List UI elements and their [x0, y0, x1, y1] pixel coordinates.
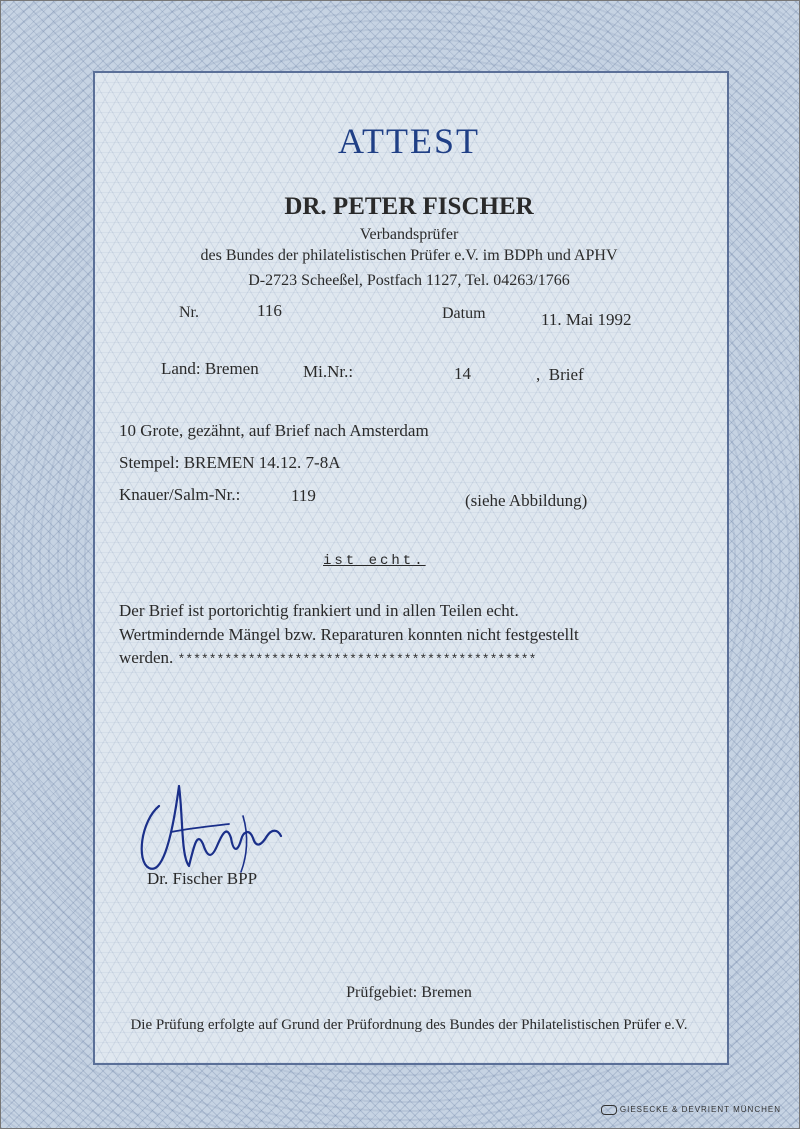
printer-name: GIESECKE & DEVRIENT MÜNCHEN: [619, 1105, 781, 1115]
examiner-name: DR. PETER FISCHER: [284, 193, 534, 220]
body-line-1: Der Brief ist portorichtig frankiert und in allen Teilen echt.: [119, 601, 519, 620]
illustration-note: (siehe Abbildung): [465, 491, 588, 510]
signer-name: Dr. Fischer BPP: [147, 869, 258, 888]
body-line-2: Wertmindernde Mängel bzw. Reparaturen konnten nicht festgestellt: [119, 625, 579, 644]
datum-value: 11. Mai 1992: [541, 310, 632, 329]
gd-logo-icon: [601, 1105, 617, 1115]
footer-statement: Die Prüfung erfolgte auf Grund der Prüfordnung des Bundes der Philatelistischen Prüfer e.V.: [130, 1017, 688, 1033]
mi-value: 14: [454, 364, 471, 383]
star-filler: **********************************************: [177, 652, 537, 667]
letter-type: , Brief: [536, 365, 584, 384]
land-label: Land: Bremen: [161, 359, 259, 378]
knauer-label: Knauer/Salm-Nr.:: [119, 485, 241, 504]
pruefgebiet: Prüfgebiet: Bremen: [346, 984, 472, 1001]
examiner-role: Verbandsprüfer: [359, 226, 459, 243]
printer-imprint: [601, 1105, 781, 1115]
mi-label: Mi.Nr.:: [303, 362, 354, 381]
examiner-address: D-2723 Scheeßel, Postfach 1127, Tel. 04263/1766: [248, 272, 570, 289]
body-line-3: [119, 648, 536, 668]
datum-label: Datum: [442, 305, 486, 322]
certificate-title: ATTEST: [338, 121, 480, 161]
stamp-description: 10 Grote, gezähnt, auf Brief nach Amsterdam: [119, 421, 429, 440]
cancellation: Stempel: BREMEN 14.12. 7-8A: [119, 453, 341, 472]
nr-value: 116: [257, 301, 282, 320]
examiner-association: des Bundes der philatelistischen Prüfer e.V. im BDPh und APHV: [200, 247, 618, 264]
nr-label: Nr.: [179, 304, 199, 321]
knauer-value: 119: [291, 486, 316, 505]
body-line-3-text: werden.: [119, 648, 174, 667]
verdict: ist echt.: [323, 553, 426, 569]
